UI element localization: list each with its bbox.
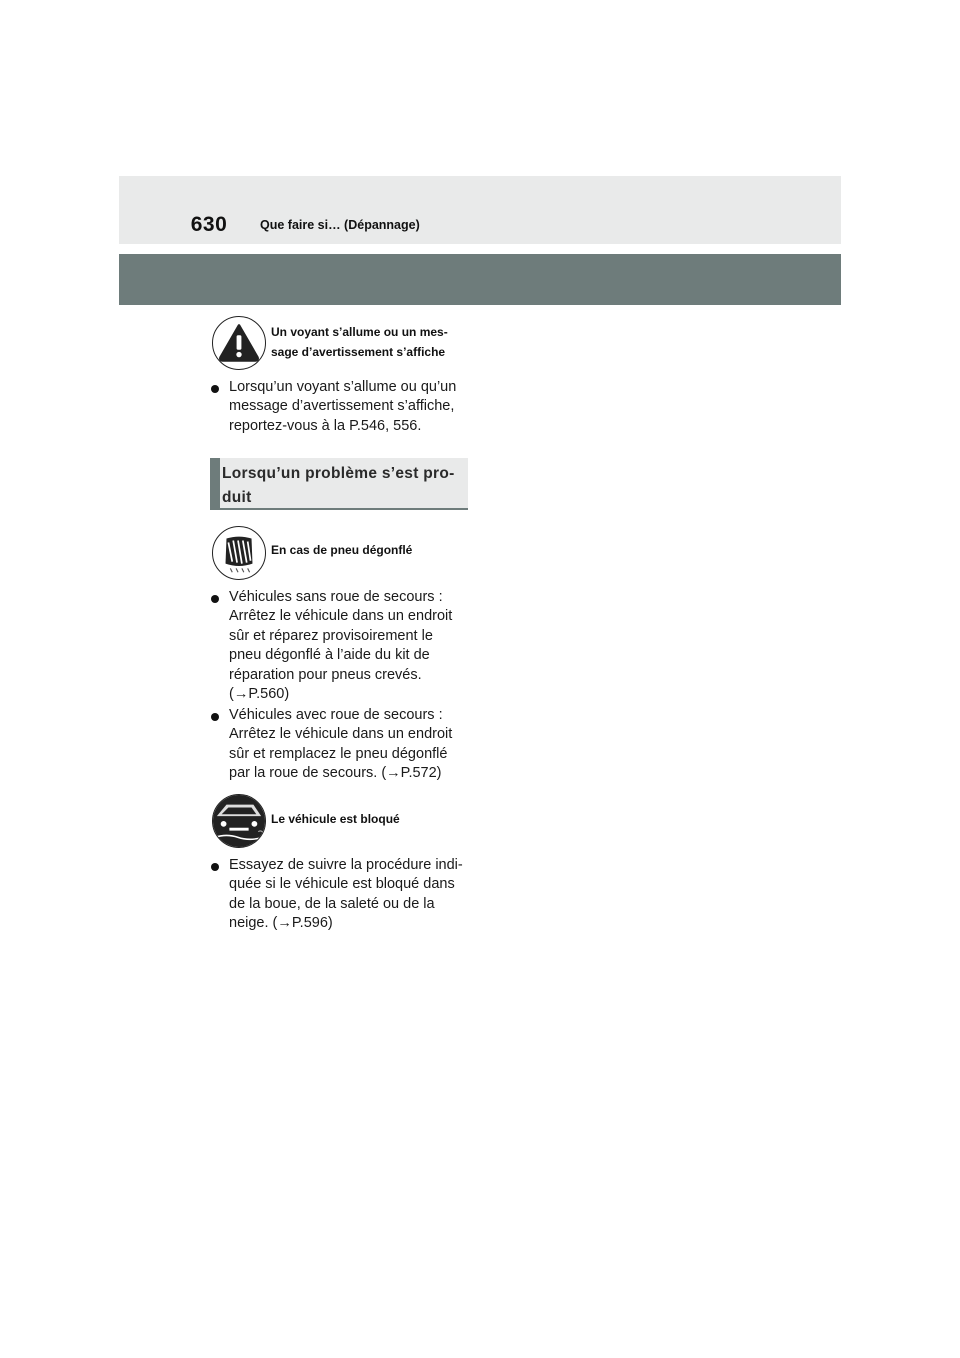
stuck-bullet-line-4: neige. (→P.596) [229, 915, 333, 932]
warning-bullet [211, 378, 473, 436]
subheading-accent-bar [210, 458, 220, 508]
warning-bullet-line-1: Lorsqu’un voyant s’allume ou qu’un [229, 379, 457, 395]
tire-bullet-2 [211, 706, 473, 784]
bullet-dot [211, 863, 219, 871]
warning-label-line-1: Un voyant s’allume ou un mes- [271, 325, 448, 339]
tire-bullet1-line-6: (→P.560) [229, 686, 290, 703]
tire-bullet1-line-1: Véhicules sans roue de secours : [229, 589, 443, 605]
problem-subheading [210, 458, 468, 510]
stuck-bullet [211, 856, 473, 934]
stuck-label: Le véhicule est bloqué [271, 812, 400, 826]
warning-triangle-icon [212, 316, 266, 370]
warning-bullet-line-2: message d’avertissement s’affiche, [229, 398, 455, 415]
warning-bullet-line-3: reportez-vous à la P.546, 556. [229, 417, 422, 434]
tire-bullet2-line-2: Arrêtez le véhicule dans un endroit [229, 726, 453, 743]
tire-bullet2-line-4: par la roue de secours. (→P.572) [229, 765, 442, 782]
stuck-bullet-line-1: Essayez de suivre la procédure indi- [229, 857, 463, 873]
stuck-bullet-line-3: de la boue, de la saleté ou de la [229, 895, 435, 912]
tire-bullet1-line-5: réparation pour pneus crevés. [229, 666, 422, 683]
tire-bullet1-line-4: pneu dégonflé à l’aide du kit de [229, 647, 430, 664]
bullet-dot [211, 713, 219, 721]
tire-bullet1-line-2: Arrêtez le véhicule dans un endroit [229, 608, 453, 625]
tire-bullet1-line-3: sûr et réparez provisoirement le [229, 627, 433, 644]
tire-bullet-1 [211, 588, 473, 704]
warning-label [271, 322, 471, 362]
tire-label: En cas de pneu dégonflé [271, 543, 413, 557]
flat-tire-icon [212, 526, 266, 580]
stuck-vehicle-icon [212, 794, 266, 848]
stuck-bullet-line-2: quée si le véhicule est bloqué dans [229, 876, 455, 893]
tire-bullet2-line-1: Véhicules avec roue de secours : [229, 707, 443, 723]
subheading-line-2: duit [222, 489, 252, 506]
subheading-line-1: Lorsqu’un problème s’est pro- [222, 465, 455, 482]
header-title: Que faire si… (Dépannage) [260, 218, 420, 232]
section-band [119, 254, 841, 305]
warning-label-line-2: sage d’avertissement s’affiche [271, 345, 446, 359]
bullet-dot [211, 385, 219, 393]
tire-bullet2-line-3: sûr et remplacez le pneu dégonflé [229, 745, 448, 762]
bullet-dot [211, 595, 219, 603]
page-number: 630 [190, 213, 228, 236]
